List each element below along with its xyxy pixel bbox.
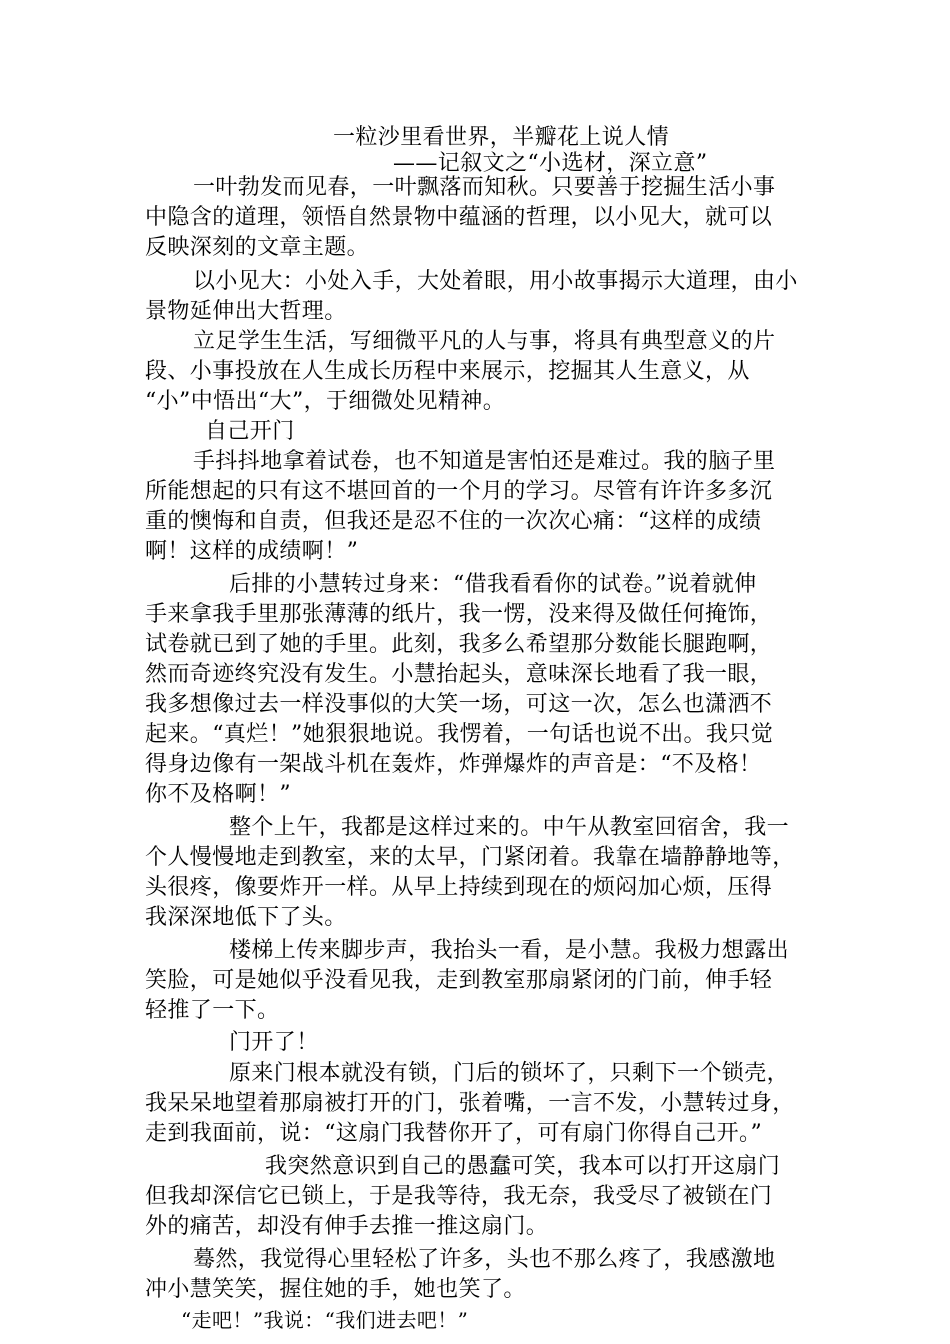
text-line: 以小见大：小处入手，大处着眼，用小故事揭示大道理，由小 [193,269,798,294]
text-line: 我呆呆地望着那扇被打开的门，张着嘴，一言不发，小慧转过身， [145,1091,795,1116]
text-line: 整个上午，我都是这样过来的。中午从教室回宿舍，我一 [229,815,790,840]
text-line: 我多想像过去一样没事似的大笑一场，可这一次，怎么也潇洒不 [145,692,773,717]
text-line: 起来。“真烂！”她狠狠地说。我愣着，一句话也说不出。我只觉 [145,722,774,747]
text-line: 重的懊悔和自责，但我还是忍不住的一次次心痛：“这样的成绩 [145,509,762,534]
text-line: “走吧！”我说：“我们进去吧！” [181,1308,469,1332]
text-line: 所能想起的只有这不堪回首的一个月的学习。尽管有许许多多沉 [145,479,773,504]
text-line: 冲小慧笑笑，握住她的手，她也笑了。 [145,1277,526,1302]
text-line: 你不及格啊！” [145,782,292,807]
text-line: 啊！这样的成绩啊！” [145,539,359,564]
text-line: 我深深地低下了头。 [145,905,347,930]
text-line: 立足学生生活，写细微平凡的人与事，将具有典型意义的片 [193,329,776,354]
text-line: 反映深刻的文章主题。 [145,235,370,260]
section-heading: 自己开门 [205,419,295,444]
text-line: 蓦然，我觉得心里轻松了许多，头也不那么疼了，我感激地 [193,1247,776,1272]
text-line: 个人慢慢地走到教室，来的太早，门紧闭着。我靠在墙静静地等， [145,845,795,870]
text-line: 手来拿我手里那张薄薄的纸片，我一愣，没来得及做任何掩饰， [145,602,773,627]
text-line: 然而奇迹终究没有发生。小慧抬起头，意味深长地看了我一眼， [145,662,773,687]
text-line: 门开了！ [229,1030,319,1055]
text-line: 楼梯上传来脚步声，我抬头一看，是小慧。我极力想露出 [229,938,790,963]
text-line: 得身边像有一架战斗机在轰炸，炸弹爆炸的声音是：“不及格！ [145,752,762,777]
text-line: 中隐含的道理，领悟自然景物中蕴涵的哲理，以小见大，就可以 [145,205,773,230]
text-line: 手抖抖地拿着试卷，也不知道是害怕还是难过。我的脑子里 [193,449,776,474]
page-subtitle: ——记叙文之“小选材，深立意” [393,151,708,176]
text-line: 走到我面前，说：“这扇门我替你开了，可有扇门你得自己开。” [145,1121,763,1146]
text-line: “小”中悟出“大”，于细微处见精神。 [145,389,506,414]
text-line: 外的痛苦，却没有伸手去推一推这扇门。 [145,1214,549,1239]
text-line: 但我却深信它已锁上，于是我等待，我无奈，我受尽了被锁在门 [145,1184,773,1209]
text-line: 笑脸，可是她似乎没看见我，走到教室那扇紧闭的门前，伸手轻 [145,968,773,993]
text-line: 段、小事投放在人生成长历程中来展示，挖掘其人生意义，从 [145,359,750,384]
text-line: 轻推了一下。 [145,998,280,1023]
text-line: 一叶勃发而见春，一叶飘落而知秋。只要善于挖掘生活小事 [193,175,776,200]
text-line: 景物延伸出大哲理。 [145,299,347,324]
text-line: 原来门根本就没有锁，门后的锁坏了，只剩下一个锁壳， [229,1061,790,1086]
text-line: 我突然意识到自己的愚蠢可笑，我本可以打开这扇门 [265,1154,781,1179]
page-title: 一粒沙里看世界，半瓣花上说人情 [333,125,670,150]
text-line: 试卷就已到了她的手里。此刻，我多么希望那分数能长腿跑啊， [145,632,773,657]
text-line: 后排的小慧转过身来：“借我看看你的试卷。”说着就伸 [229,572,757,597]
text-line: 头很疼，像要炸开一样。从早上持续到现在的烦闷加心烦，压得 [145,875,773,900]
